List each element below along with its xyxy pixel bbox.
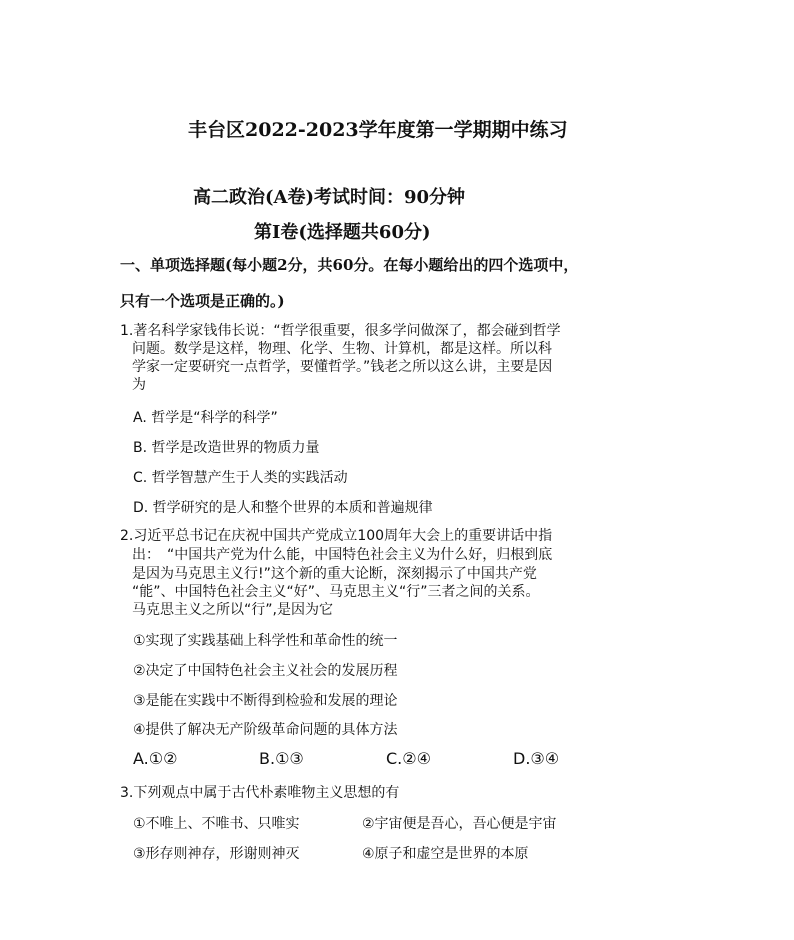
q3-statement-3: ③形存则神存，形谢则神灭 [133,846,300,862]
exam-subtitle: 高二政治(A卷)考试时间：90分钟 [193,187,466,208]
q1-stem-line: 问题。数学是这样，物理、化学、生物、计算机，都是这样。所以科 [132,341,552,357]
q2-statement-1: ①实现了实践基础上科学性和革命性的统一 [133,633,398,649]
part-title: 第Ⅰ卷(选择题共60分) [254,222,431,243]
q2-stem-line: 马克思主义之所以“行”,是因为它 [132,602,333,618]
section-instruction-line2: 只有一个选项是正确的。) [120,292,285,310]
q1-option-d: D. 哲学研究的是人和整个世界的本质和普遍规律 [133,500,433,516]
section-instruction-line1: 一、单项选择题(每小题2分，共60分。在每小题给出的四个选项中， [120,256,579,274]
q2-statement-3: ③是能在实践中不断得到检验和发展的理论 [133,693,398,709]
q2-choice-a: A.①② [133,749,178,768]
q3-statement-2: ②宇宙便是吾心，吾心便是宇宙 [362,816,557,832]
q2-statement-4: ④提供了解决无产阶级革命问题的具体方法 [133,722,398,738]
q2-choice-c: C.②④ [386,749,431,768]
q3-stem-line: 3.下列观点中属于古代朴素唯物主义思想的有 [120,785,400,801]
q2-stem-line: “能”、中国特色社会主义“好”、马克思主义“行”三者之间的关系。 [132,584,540,600]
q1-option-a: A. 哲学是“科学的科学” [133,410,278,426]
q2-choice-d: D.③④ [513,749,560,768]
exam-title: 丰台区2022-2023学年度第一学期期中练习 [188,119,568,141]
q2-choice-b: B.①③ [259,749,304,768]
q1-stem-line: 1.著名科学家钱伟长说：“哲学很重要，很多学问做深了，都会碰到哲学 [120,323,561,339]
q2-stem-line: 出： “中国共产党为什么能，中国特色社会主义为什么好，归根到底 [132,547,553,563]
q1-option-b: B. 哲学是改造世界的物质力量 [133,440,320,456]
q3-statement-1: ①不唯上、不唯书、只唯实 [133,816,300,832]
q3-statement-4: ④原子和虚空是世界的本原 [362,846,529,862]
q2-stem-line: 是因为马克思主义行!”这个新的重大论断，深刻揭示了中国共产党 [132,566,537,582]
q2-stem-line: 2.习近平总书记在庆祝中国共产党成立100周年大会上的重要讲话中指 [120,528,553,544]
q2-statement-2: ②决定了中国特色社会主义社会的发展历程 [133,663,398,679]
q1-stem-line: 学家一定要研究一点哲学，要懂哲学。”钱老之所以这么讲，主要是因 [132,359,553,375]
q1-stem-line: 为 [132,377,146,393]
q1-option-c: C. 哲学智慧产生于人类的实践活动 [133,470,348,486]
